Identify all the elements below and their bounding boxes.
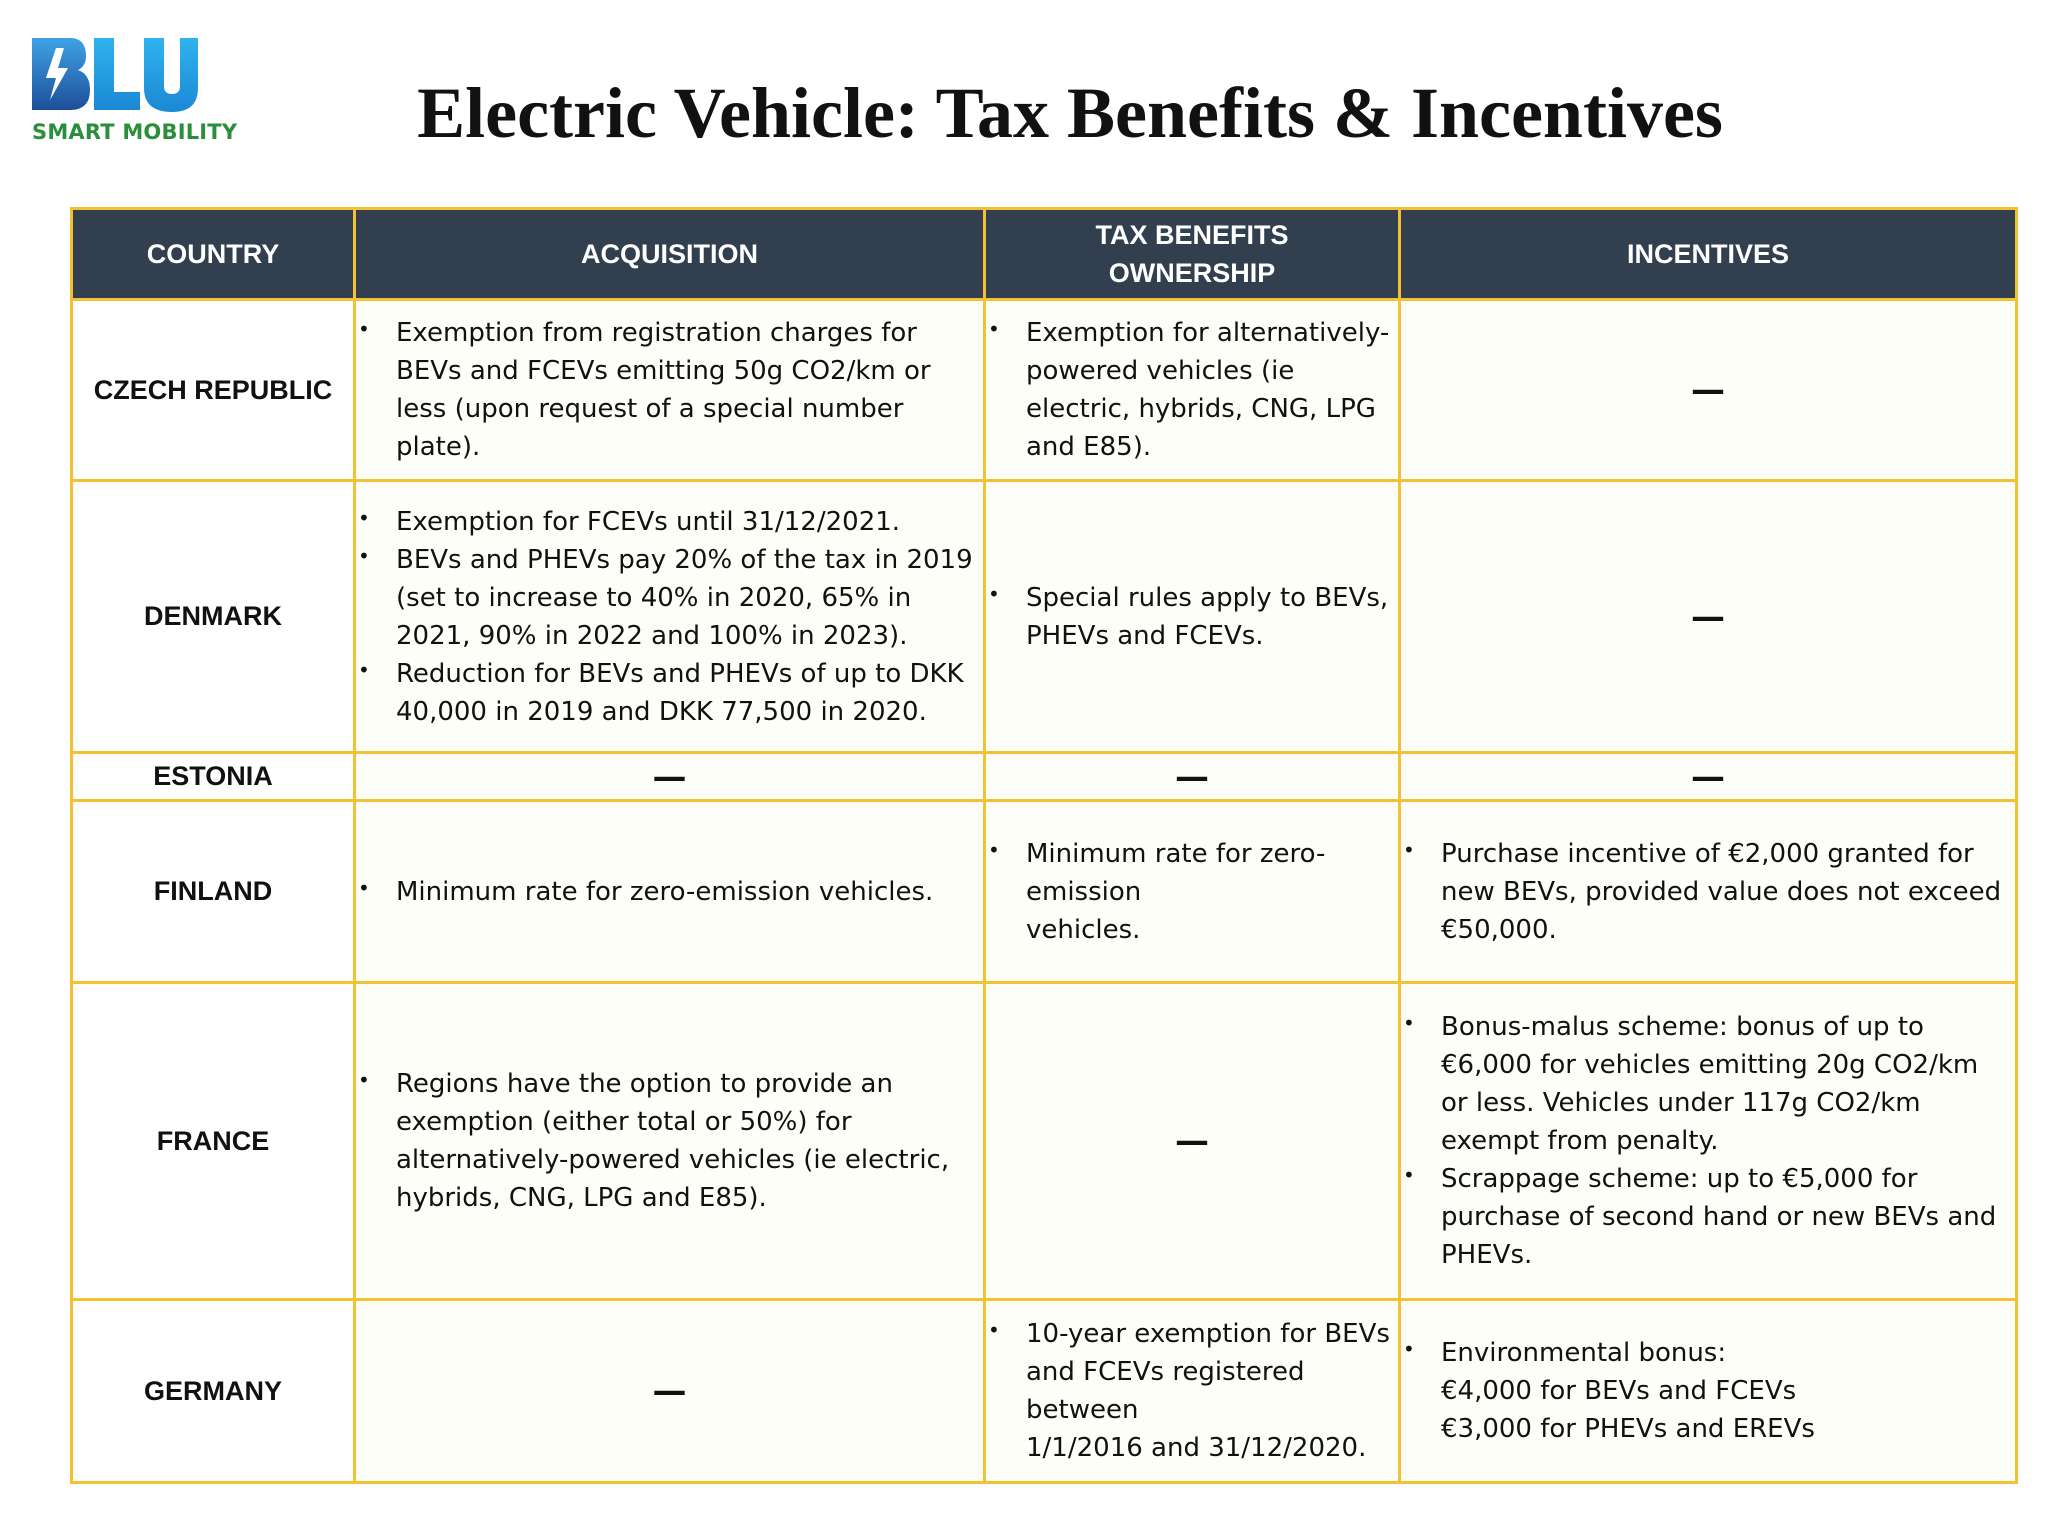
none-dash: — bbox=[1175, 1121, 1209, 1161]
list-item: • Special rules apply to BEVs, PHEVs and FCEVs. bbox=[986, 579, 1392, 655]
incentives-cell bbox=[1400, 753, 2017, 801]
list-item: • Exemption from registration charges for BEVs and FCEVs emitting 50g CO2/km or less (upon request of a special number plate). bbox=[356, 314, 977, 466]
list-item: • Environmental bonus: €4,000 for BEVs and FCEVs €3,000 for PHEVs and EREVs bbox=[1401, 1334, 2009, 1448]
acquisition-cell bbox=[355, 753, 985, 801]
country-cell: GERMANY bbox=[72, 1300, 355, 1483]
table-row bbox=[72, 481, 2017, 753]
ownership-cell bbox=[985, 300, 1400, 481]
acquisition-cell bbox=[355, 801, 985, 983]
blu-logo bbox=[30, 34, 238, 154]
ownership-list bbox=[986, 1315, 1398, 1467]
header-acquisition: ACQUISITION bbox=[355, 209, 985, 300]
ownership-list bbox=[986, 314, 1398, 466]
acquisition-list bbox=[356, 314, 983, 466]
list-item: • Bonus-malus scheme: bonus of up to €6,000 for vehicles emitting 20g CO2/km or less. Vehicles under 117g CO2/km exempt from penalty. bbox=[1401, 1008, 2009, 1160]
table-header-row bbox=[72, 209, 2017, 300]
incentives-cell bbox=[1400, 300, 2017, 481]
ownership-cell bbox=[985, 481, 1400, 753]
acquisition-list bbox=[356, 1065, 983, 1217]
acquisition-cell bbox=[355, 1300, 985, 1483]
country-cell: DENMARK bbox=[72, 481, 355, 753]
table-row bbox=[72, 300, 2017, 481]
table-row bbox=[72, 753, 2017, 801]
logo-tagline: SMART MOBILITY bbox=[32, 120, 238, 144]
ev-tax-table bbox=[70, 207, 2018, 1484]
incentives-cell bbox=[1400, 481, 2017, 753]
list-item: • Reduction for BEVs and PHEVs of up to DKK 40,000 in 2019 and DKK 77,500 in 2020. bbox=[356, 655, 977, 731]
list-item: • Exemption for alternatively-powered vehicles (ie electric, hybrids, CNG, LPG and E85). bbox=[986, 314, 1392, 466]
acquisition-cell bbox=[355, 983, 985, 1300]
none-dash: — bbox=[1691, 756, 1725, 797]
ownership-list bbox=[986, 579, 1398, 655]
list-item: • Minimum rate for zero-emission vehicles. bbox=[986, 835, 1392, 949]
table-row bbox=[72, 801, 2017, 983]
list-item: • Exemption for FCEVs until 31/12/2021. bbox=[356, 503, 977, 541]
ownership-cell bbox=[985, 983, 1400, 1300]
ownership-cell bbox=[985, 753, 1400, 801]
country-cell: CZECH REPUBLIC bbox=[72, 300, 355, 481]
incentives-cell bbox=[1400, 1300, 2017, 1483]
header-tax-benefits-ownership: TAX BENEFITS OWNERSHIP bbox=[985, 209, 1400, 300]
list-item: • Scrappage scheme: up to €5,000 for purchase of second hand or new BEVs and PHEVs. bbox=[1401, 1160, 2009, 1274]
none-dash: — bbox=[652, 1371, 687, 1411]
list-item: • Minimum rate for zero-emission vehicles. bbox=[356, 873, 977, 911]
none-dash: — bbox=[1691, 370, 1725, 410]
none-dash: — bbox=[1691, 596, 1725, 637]
country-cell: FINLAND bbox=[72, 801, 355, 983]
table-row bbox=[72, 983, 2017, 1300]
blu-wordmark-icon bbox=[30, 34, 200, 124]
acquisition-cell bbox=[355, 481, 985, 753]
header-country: COUNTRY bbox=[72, 209, 355, 300]
list-item: • Regions have the option to provide an exemption (either total or 50%) for alternatively-powered vehicles (ie electric, hybrids, CNG, LPG and E85). bbox=[356, 1065, 977, 1217]
incentives-list bbox=[1401, 1008, 2015, 1274]
ownership-cell bbox=[985, 1300, 1400, 1483]
incentives-cell bbox=[1400, 983, 2017, 1300]
list-item: • 10-year exemption for BEVs and FCEVs registered between 1/1/2016 and 31/12/2020. bbox=[986, 1315, 1392, 1467]
country-cell: ESTONIA bbox=[72, 753, 355, 801]
page-title: Electric Vehicle: Tax Benefits & Incentives bbox=[417, 73, 1723, 153]
list-item: • BEVs and PHEVs pay 20% of the tax in 2019 (set to increase to 40% in 2020, 65% in 2021, 90% in 2022 and 100% in 2023). bbox=[356, 541, 977, 655]
none-dash: — bbox=[652, 756, 687, 797]
ownership-cell bbox=[985, 801, 1400, 983]
acquisition-cell bbox=[355, 300, 985, 481]
none-dash: — bbox=[1175, 756, 1209, 797]
list-item: • Purchase incentive of €2,000 granted for new BEVs, provided value does not exceed €50,000. bbox=[1401, 835, 2009, 949]
acquisition-list bbox=[356, 873, 983, 911]
incentives-list bbox=[1401, 1334, 2015, 1448]
header-incentives: INCENTIVES bbox=[1400, 209, 2017, 300]
country-cell: FRANCE bbox=[72, 983, 355, 1300]
ownership-list bbox=[986, 835, 1398, 949]
incentives-list bbox=[1401, 835, 2015, 949]
acquisition-list bbox=[356, 503, 983, 731]
table-row bbox=[72, 1300, 2017, 1483]
incentives-cell bbox=[1400, 801, 2017, 983]
